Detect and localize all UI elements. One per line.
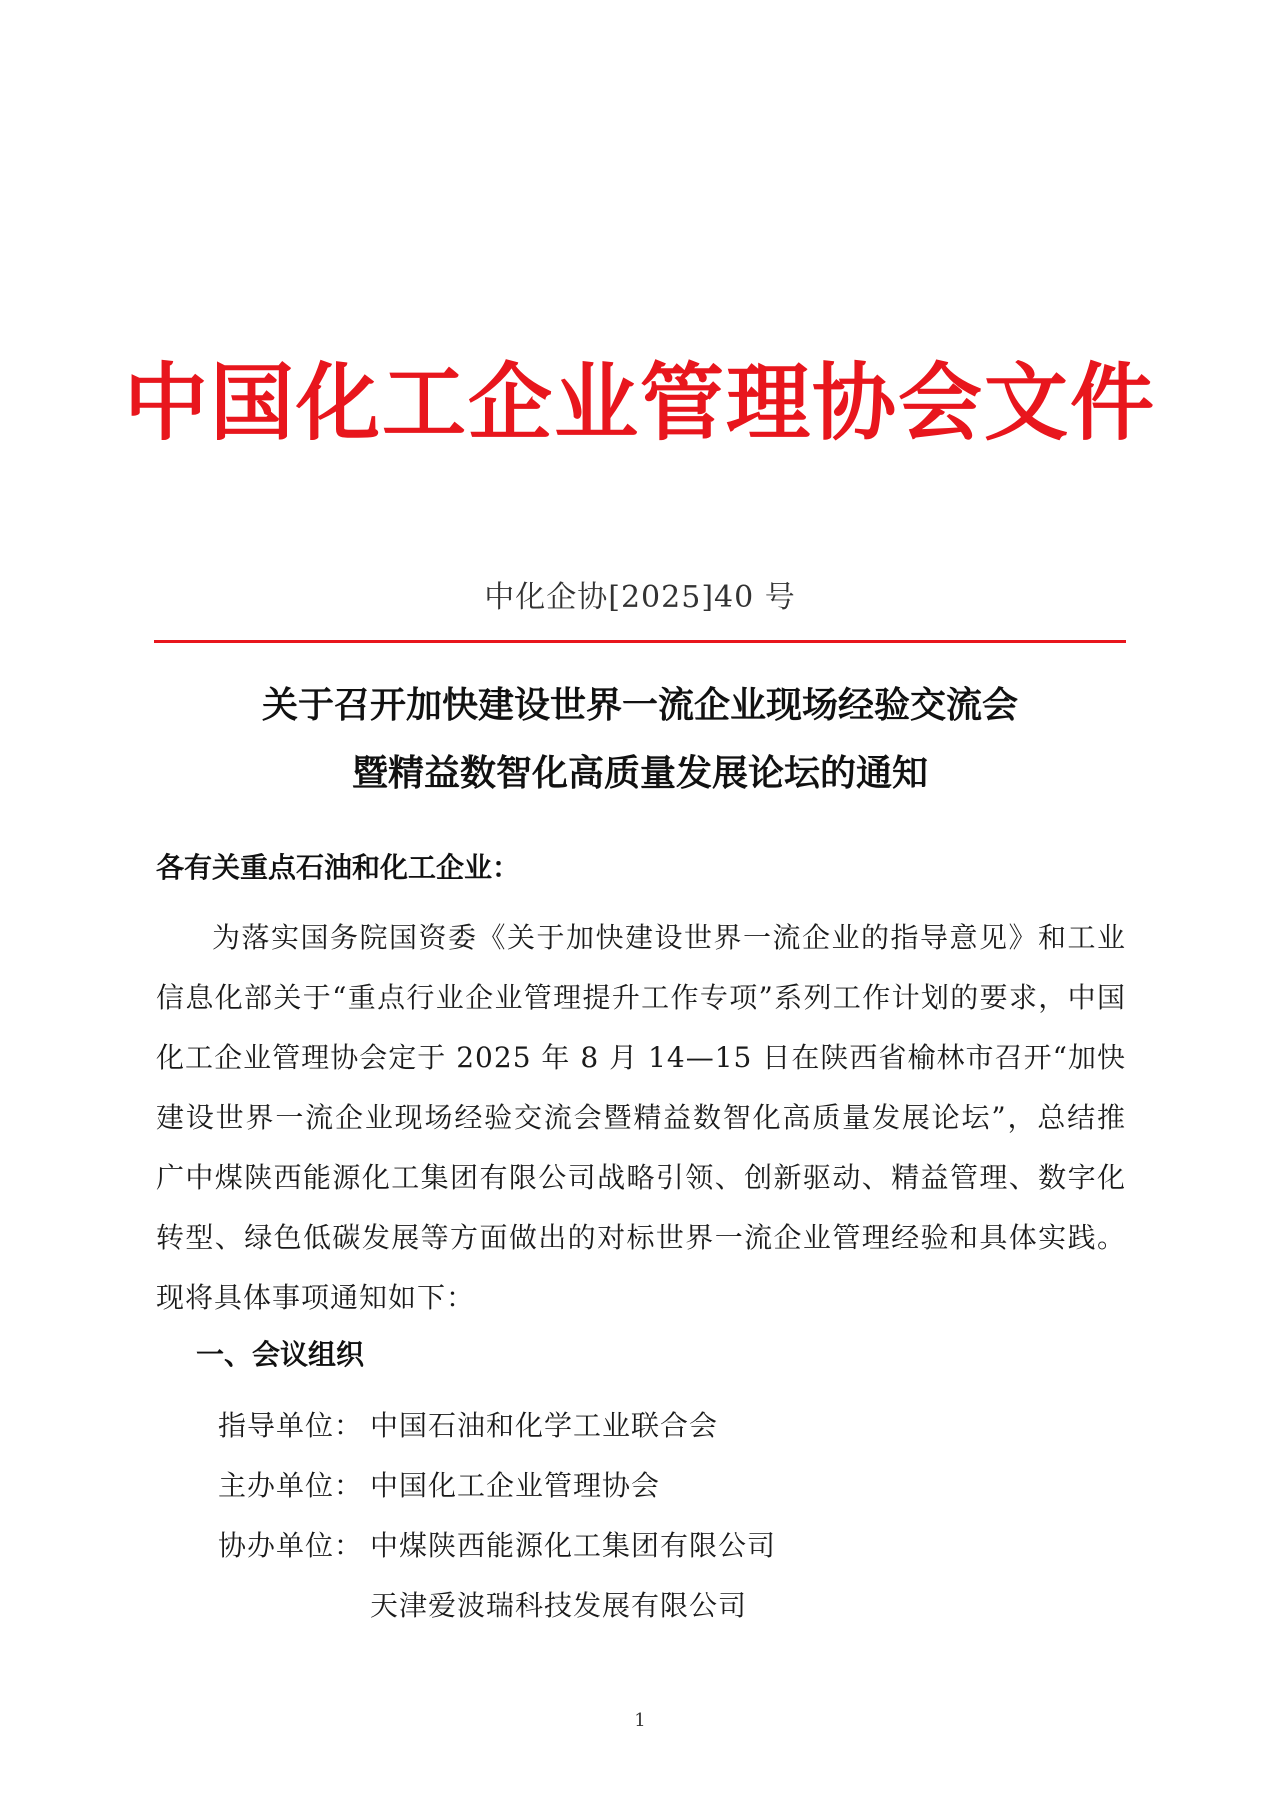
notice-title-line-2: 暨精益数智化高质量发展论坛的通知 <box>351 753 928 794</box>
organizer-row-co-organizer <box>218 1516 1098 1576</box>
salutation: 各有关重点石油和化工企业： <box>156 851 521 884</box>
organizer-row-host <box>218 1456 1098 1516</box>
organizer-row-co-organizer-2 <box>218 1576 1098 1636</box>
organizer-row-guiding <box>218 1396 1098 1456</box>
red-separator-line <box>154 640 1126 643</box>
organizer-label: 指导单位： <box>218 1409 364 1442</box>
body-paragraph: 为落实国务院国资委《关于加快建设世界一流企业的指导意见》和工业信息化部关于“重点行业企业管理提升工作专项”系列工作计划的要求，中国化工企业管理协会定于 2025 年 8 月 14—15 日在陕西省榆林市召开“加快建设世界一流企业现场经验交流会暨精益数智化高质量发展论坛”，总结推广中煤陕西能源化工集团有限公司战略引领、创新驱动、精益管理、数字化转型、绿色低碳发展等方面做出的对标世界一流企业管理经验和具体实践。现将具体事项通知如下： <box>156 921 1126 1314</box>
notice-title <box>0 672 1280 808</box>
notice-title-line-1: 关于召开加快建设世界一流企业现场经验交流会 <box>261 685 1018 726</box>
organizer-value: 中煤陕西能源化工集团有限公司 <box>370 1529 777 1562</box>
page-number: 1 <box>634 1710 646 1731</box>
document-number: 中化企协[2025]40 号 <box>484 580 796 615</box>
organizer-label: 协办单位： <box>218 1529 364 1562</box>
organizer-list <box>218 1396 1098 1636</box>
organizer-value: 天津爱波瑞科技发展有限公司 <box>370 1589 748 1622</box>
organizer-value: 中国石油和化学工业联合会 <box>370 1409 719 1442</box>
document-masthead: 中国化工企业管理协会文件 <box>123 354 1156 452</box>
section-heading-meeting-organization: 一、会议组织 <box>196 1338 365 1371</box>
organizer-value: 中国化工企业管理协会 <box>370 1469 661 1502</box>
organizer-label: 主办单位： <box>218 1469 364 1502</box>
